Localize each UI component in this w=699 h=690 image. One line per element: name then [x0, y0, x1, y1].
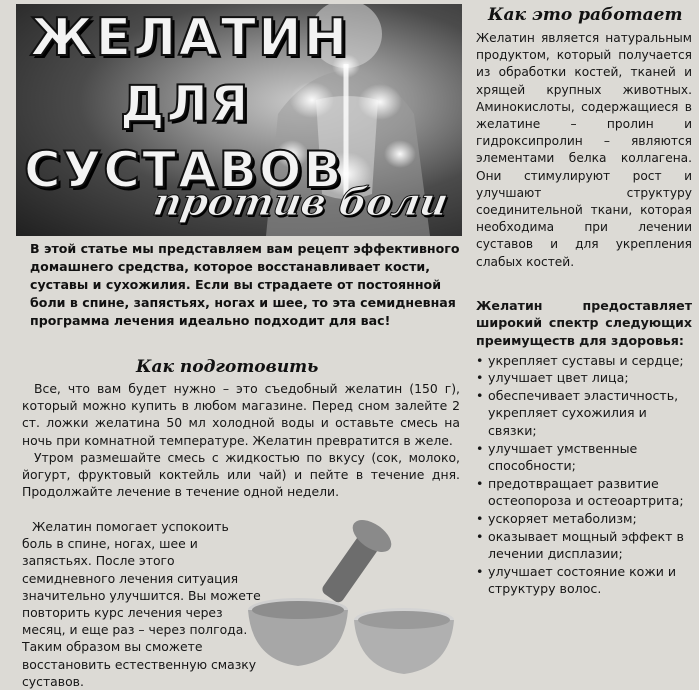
- hero-subtitle: против боли: [150, 179, 452, 224]
- benefit-item: • улучшает цвет лица;: [476, 369, 692, 387]
- benefit-item: • укрепляет суставы и сердце;: [476, 352, 692, 370]
- prepare-paragraph-3: Желатин помогает успокоить боль в спине, ногах, шее и запястьях. После этого семидневного лечения ситуация значительно улучшится. Вы можете повторить курс лечения через месяц, и еще раз – через полгода. Таким образом вы сможете восстановить естественную смазку суставов.: [22, 519, 261, 689]
- gelatin-bowls-illustration: [238, 520, 468, 686]
- lead-paragraph: В этой статье мы представляем вам рецепт эффективного домашнего средства, которое восстанавливает кости, суставы и сухожилия. Если вы страдаете от постоянной боли в спине, запястьях, ногах и шее, то эта семидневная программа лечения идеально подходит для вас!: [30, 241, 460, 328]
- prepare-paragraph-2: Утром размешайте смесь с жидкостью по вкусу (сок, молоко, йогурт, фруктовый коктейль или чай) и пейте в течение дня. Продолжайте лечение в течение одной недели.: [22, 449, 460, 500]
- hero-title-line2: ДЛЯ: [120, 75, 251, 133]
- benefit-item: • предотвращает развитие остеопороза и остеоартрита;: [476, 475, 692, 510]
- benefits-list: [466, 352, 692, 598]
- benefit-item: • обеспечивает эластичность, укрепляет сухожилия и связки;: [476, 387, 692, 440]
- hero-title-line1: ЖЕЛАТИН: [30, 8, 350, 68]
- benefit-item: • улучшает состояние кожи и структуру волос.: [476, 563, 692, 598]
- benefit-item: • оказывает мощный эффект в лечении дисплазии;: [476, 528, 692, 563]
- right-column: [466, 0, 692, 598]
- benefit-item: • ускоряет метаболизм;: [476, 510, 692, 528]
- benefits-intro: Желатин предоставляет широкий спектр следующих преимуществ для здоровья:: [476, 297, 692, 349]
- how-to-prepare-body: [22, 380, 460, 500]
- how-it-works-text: Желатин является натуральным продуктом, который получается из обработки костей, тканей и хрящей крупных животных. Аминокислоты, содержащиеся в желатине – пролин и гидроксипролин – являются элементами белка коллагена. Они стимулируют рост и улучшают структуру соединительной ткани, которая необходима при лечении суставов и для укрепления слабых костей.: [476, 31, 692, 269]
- hero-image: [16, 4, 462, 236]
- benefit-item: • улучшает умственные способности;: [476, 440, 692, 475]
- how-it-works-heading: Как это работает: [488, 5, 683, 25]
- how-to-prepare-heading: Как подготовить: [136, 357, 319, 377]
- hero-title-line3: СУСТАВОВ: [24, 141, 344, 199]
- prepare-paragraph-1: Все, что вам будет нужно – это съедобный желатин (150 г), который можно купить в любом магазине. Перед сном залейте 2 ст. ложки желатина 50 мл холодной воды и оставьте смесь на ночь при комнатной температуре. Желатин превратится в желе.: [22, 381, 460, 448]
